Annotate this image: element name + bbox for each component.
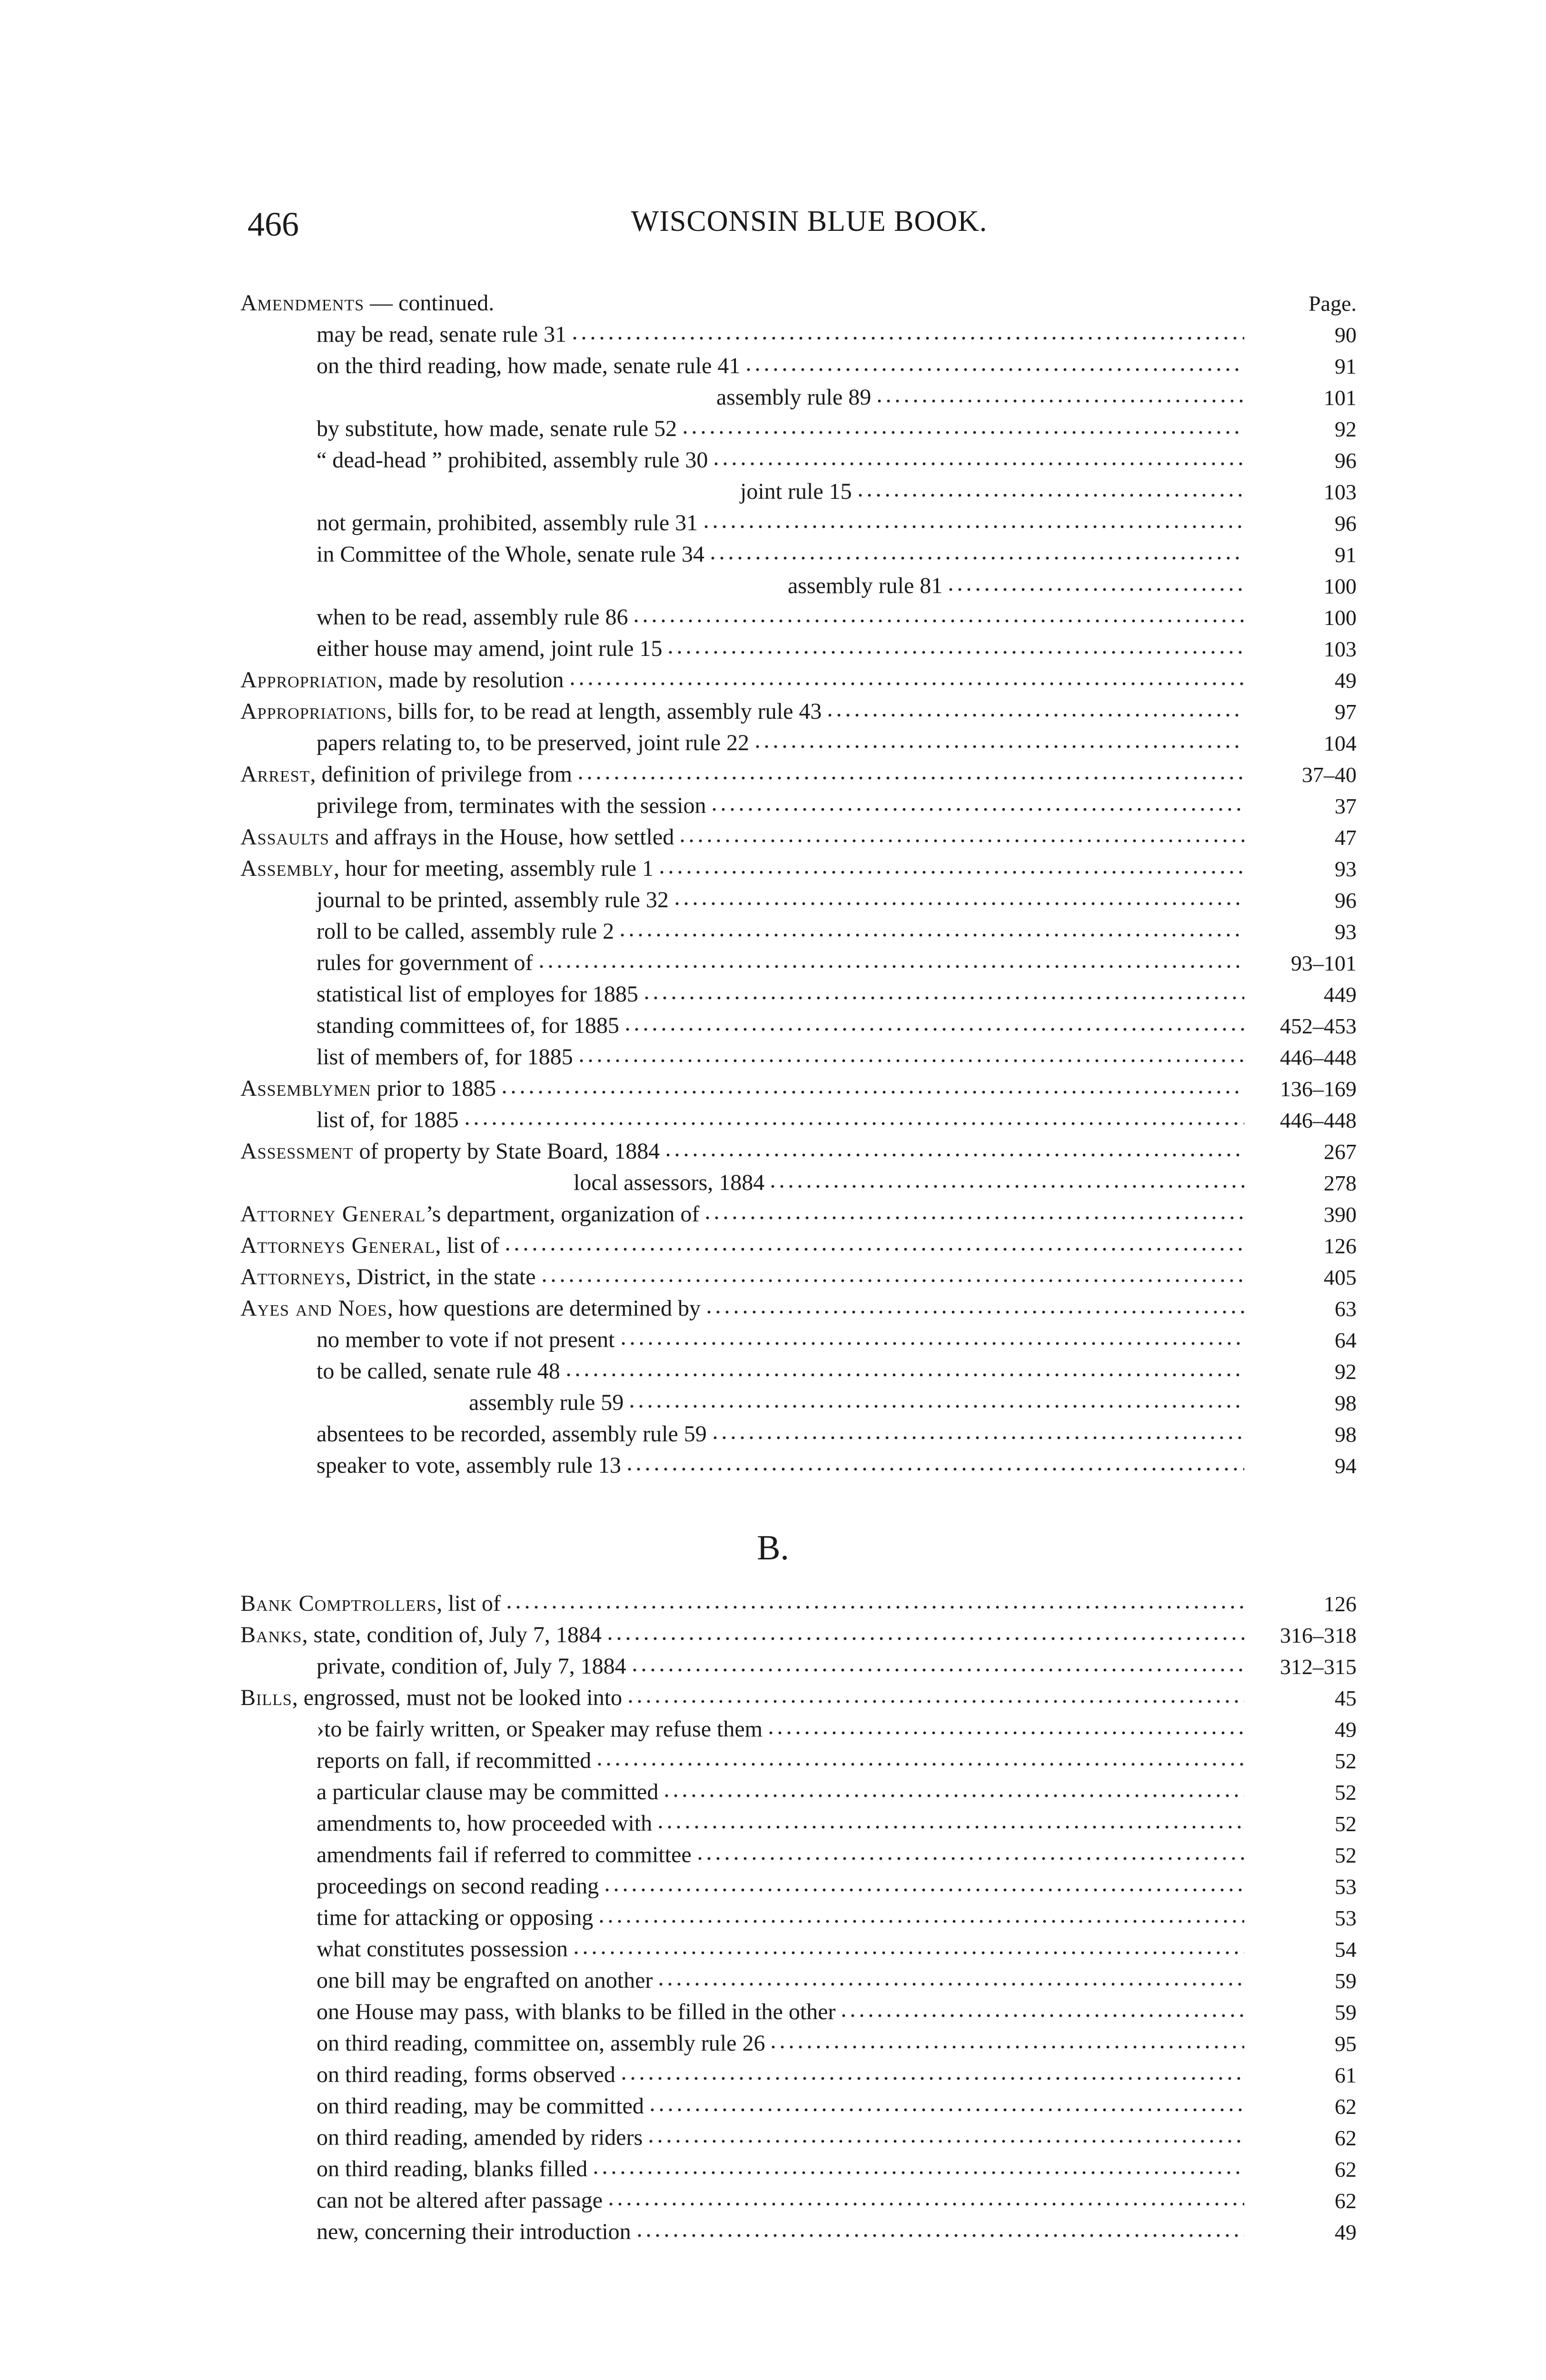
dot-leader [635,2217,1244,2240]
dot-leader [576,760,1244,783]
entry-page: 91 [1335,543,1357,567]
entry-text [240,1138,664,1164]
entry-page: 405 [1324,1265,1357,1289]
dot-leader [656,1809,1244,1832]
entry-text [240,1075,500,1101]
entry-page: 63 [1335,1297,1357,1321]
continued-heading-row [240,285,1357,316]
entry-text: local assessors, 1884 [574,1170,765,1195]
dot-leader [577,1042,1244,1065]
entry-text [240,1622,605,1648]
entry-page: 449 [1324,982,1357,1007]
entry-text: “ dead-head ” prohibited, assembly rule 30 [317,447,708,473]
index-entry [240,1259,1357,1290]
entry-text: when to be read, assembly rule 86 [317,605,628,630]
dot-leader [463,1105,1244,1128]
index-entry [240,567,1357,599]
entry-page: 53 [1335,1906,1357,1930]
section-a-entries [240,285,1357,1478]
index-entry [240,536,1357,567]
dot-leader [619,2060,1244,2083]
entry-text [240,1264,540,1290]
entry-page: 446–448 [1280,1045,1357,1070]
entry-text: papers relating to, to be preserved, joint rule 22 [317,730,750,755]
dot-leader [591,2154,1244,2177]
entry-page: 91 [1335,354,1357,378]
dot-leader [825,697,1244,720]
entry-text [240,667,568,693]
entry-page: 446–448 [1280,1108,1357,1132]
dot-leader [666,634,1244,657]
dot-leader [570,320,1244,343]
entry-text: on third reading, committee on, assembly rule 26 [317,2031,765,2056]
index-entry [240,347,1357,379]
index-entry [240,1353,1357,1384]
entry-page: 452–453 [1280,1014,1357,1038]
heading-suffix: — continued. [364,290,495,316]
dot-leader [625,1451,1244,1474]
entry-text: new, concerning their introduction [317,2219,631,2244]
dot-leader [702,508,1244,531]
index-entry [240,1931,1357,1962]
entry-text: absentees to be recorded, assembly rule 59 [317,1421,707,1447]
index-entry [240,1711,1357,1742]
entry-page: 53 [1335,1874,1357,1899]
dot-leader [673,885,1244,908]
dot-leader [627,1388,1244,1411]
entry-subtext: , bills for, to be read at length, assembly rule 43 [386,699,822,724]
index-entry [240,1447,1357,1478]
entry-subtext: of property by State Board, 1884 [353,1139,660,1164]
index-entry [240,505,1357,536]
entry-text [240,824,678,850]
index-entry [240,693,1357,724]
index-entry [240,1007,1357,1039]
section-b-entries [240,1585,1357,2245]
index-entry [240,1899,1357,1931]
entry-text: one House may pass, with blanks to be filled in the other [317,1999,836,2024]
entry-text: on third reading, may be committed [317,2093,644,2119]
index-entry [240,1039,1357,1070]
dot-leader [537,948,1244,971]
entry-page: 96 [1335,511,1357,536]
dot-leader [681,414,1244,437]
entry-text: journal to be printed, assembly rule 32 [317,887,669,912]
entry-subtext: , how questions are determined by [387,1296,701,1321]
index-entry [240,2025,1357,2056]
dot-leader [606,2186,1244,2209]
entry-page: 100 [1324,574,1357,598]
dot-leader [500,1074,1244,1097]
dot-leader [753,728,1244,751]
entry-heading: Bank Comptrollers [240,1591,437,1616]
entry-page: 316–318 [1280,1623,1357,1647]
dot-leader [766,1715,1244,1737]
dot-leader [630,1652,1244,1675]
entry-text [240,761,576,787]
dot-leader [505,1589,1244,1612]
entry-heading: Assessment [240,1139,354,1164]
entry-text: on the third reading, how made, senate rule 41 [317,353,741,378]
continued-heading [240,290,498,316]
entry-page: 126 [1324,1592,1357,1616]
dot-leader [603,1872,1244,1894]
entry-text: may be read, senate rule 31 [317,322,567,347]
index-entry [240,473,1357,505]
heading-term: Amendments [240,290,365,316]
entry-text [240,698,825,724]
entry-text: list of, for 1885 [317,1107,459,1132]
dot-leader [769,2029,1244,2052]
dot-leader [946,571,1244,594]
entry-subtext: , District, in the state [345,1264,536,1289]
index-entry [240,1101,1357,1133]
entry-text: reports on fall, if recommitted [317,1748,592,1773]
entry-text [240,1685,626,1711]
entry-page: 45 [1335,1686,1357,1710]
dot-leader [646,2123,1244,2146]
entry-page: 312–315 [1280,1655,1357,1679]
index-entry [240,2088,1357,2119]
entry-text: either house may amend, joint rule 15 [317,636,663,661]
entry-page: 96 [1335,448,1357,473]
entry-page: 93–101 [1291,951,1357,975]
index-entry [240,379,1357,410]
dot-leader [597,1903,1244,1926]
entry-page: 267 [1324,1140,1357,1164]
entry-page: 101 [1324,386,1357,410]
index-entry [240,1742,1357,1774]
index-entry [240,1196,1357,1227]
index-entry [240,850,1357,882]
entry-heading: Assembly [240,856,334,881]
index-entry [240,787,1357,819]
entry-text: not germain, prohibited, assembly rule 31 [317,510,698,536]
index-entry [240,1868,1357,1899]
dot-leader [744,351,1244,374]
entry-page: 93 [1335,857,1357,881]
dot-leader [703,1200,1244,1222]
entry-page: 59 [1335,2000,1357,2024]
entry-page: 52 [1335,1780,1357,1805]
dot-leader [664,1137,1244,1160]
dot-leader [711,1419,1244,1442]
dot-leader [712,446,1244,468]
entry-text: time for attacking or opposing [317,1905,594,1930]
index-entry [240,976,1357,1007]
entry-text: assembly rule 59 [469,1390,624,1415]
entry-text: can not be altered after passage [317,2188,603,2213]
index-entry [240,2119,1357,2151]
entry-page: 52 [1335,1843,1357,1867]
dot-leader [642,980,1244,1002]
entry-page: 126 [1324,1234,1357,1258]
entry-text: private, condition of, July 7, 1884 [317,1654,626,1679]
entry-subtext: and affrays in the House, how settled [329,824,674,850]
entry-page: 52 [1335,1749,1357,1773]
entry-text: no member to vote if not present [317,1327,615,1352]
entry-text: assembly rule 81 [788,573,943,598]
entry-heading: Banks [240,1622,302,1647]
dot-leader [704,1294,1244,1317]
entry-text: one bill may be engrafted on another [317,1968,653,1993]
entry-heading: Attorneys General [240,1233,436,1258]
index-entry [240,944,1357,976]
entry-text [240,1201,703,1227]
entry-text: by substitute, how made, senate rule 52 [317,416,677,441]
entry-page: 94 [1335,1454,1357,1478]
entry-text: roll to be called, assembly rule 2 [317,919,614,944]
dot-leader [656,1966,1244,1989]
index-entry [240,1805,1357,1836]
index-entry [240,2151,1357,2182]
entry-heading: Bills [240,1685,292,1710]
entry-text: amendments to, how proceeded with [317,1811,653,1836]
dot-leader [619,1325,1244,1348]
dot-leader [564,1357,1244,1379]
index-entry [240,2182,1357,2213]
entry-text: on third reading, amended by riders [317,2125,643,2150]
dot-leader [678,823,1244,845]
index-entry [240,2213,1357,2245]
index-entry [240,1321,1357,1353]
entry-text: speaker to vote, assembly rule 13 [317,1453,621,1478]
entry-text: standing committees of, for 1885 [317,1013,619,1038]
dot-leader [710,791,1244,814]
index-entry [240,1384,1357,1416]
index-entry [240,1993,1357,2025]
entry-subtext: prior to 1885 [371,1076,496,1101]
entry-page: 47 [1335,825,1357,850]
index-entry [240,1648,1357,1679]
entry-subtext: , hour for meeting, assembly rule 1 [334,856,654,881]
dot-leader [875,383,1244,406]
dot-leader [540,1262,1244,1285]
dot-leader [648,2092,1244,2114]
entry-page: 90 [1335,323,1357,347]
entry-page: 37–40 [1302,763,1357,787]
dot-leader [605,1620,1244,1643]
entry-page: 54 [1335,1937,1357,1962]
dot-leader [595,1746,1244,1769]
dot-leader [695,1840,1244,1863]
entry-text: assembly rule 89 [716,385,872,410]
index-entry [240,1164,1357,1196]
index-entry [240,1133,1357,1164]
dot-leader [839,1997,1244,2020]
index-entry [240,316,1357,347]
entry-heading: Appropriations [240,699,387,724]
index-entry [240,1290,1357,1321]
entry-page: 98 [1335,1422,1357,1447]
index-entry [240,1836,1357,1868]
entry-heading: Appropriation [240,667,377,693]
index-entry [240,662,1357,693]
entry-heading: Attorney General [240,1201,426,1227]
entry-page: 104 [1324,731,1357,755]
entry-text [240,1590,505,1616]
entry-text: what constitutes possession [317,1936,568,1962]
entry-page: 52 [1335,1812,1357,1836]
entry-text [240,855,657,882]
index-entry [240,1679,1357,1711]
entry-page: 100 [1324,605,1357,630]
page-header [248,205,1371,248]
index-entry [240,756,1357,787]
entry-page: 390 [1324,1202,1357,1227]
entry-page: 97 [1335,700,1357,724]
entry-text: a particular clause may be committed [317,1779,659,1805]
entry-text: list of members of, for 1885 [317,1044,573,1070]
entry-text: statistical list of employes for 1885 [317,982,638,1007]
entry-page: 64 [1335,1328,1357,1352]
entry-page: 37 [1335,794,1357,818]
index-entry [240,1774,1357,1805]
entry-text: ›to be fairly written, or Speaker may refuse them [317,1716,763,1742]
entry-page: 59 [1335,1969,1357,1993]
index-entry [240,724,1357,756]
entry-heading: Assemblymen [240,1076,371,1101]
entry-page: 92 [1335,1359,1357,1384]
entry-subtext: , made by resolution [377,667,564,693]
dot-leader [623,1011,1244,1034]
entry-page: 103 [1324,637,1357,661]
page-number: 466 [248,205,299,243]
entry-text: joint rule 15 [740,479,852,504]
index-entry [240,913,1357,944]
entry-page: 278 [1324,1171,1357,1195]
dot-leader [662,1777,1244,1800]
entry-text: on third reading, forms observed [317,2062,615,2087]
index-entry [240,410,1357,442]
dot-leader [503,1231,1244,1254]
entry-subtext: , list of [435,1233,500,1258]
entry-text [240,1232,503,1259]
index-entry [240,630,1357,662]
index-entry [240,819,1357,850]
index-entry [240,1585,1357,1616]
index-entry [240,1616,1357,1648]
entry-heading: Arrest [240,762,310,787]
running-title: WISCONSIN BLUE BOOK. [631,205,988,238]
entry-heading: Ayes and Noes [240,1296,387,1321]
dot-leader [632,603,1244,625]
index-entry [240,599,1357,630]
entry-subtext: , state, condition of, July 7, 1884 [302,1622,602,1647]
entry-page: 62 [1335,2126,1357,2150]
index-entry [240,2056,1357,2088]
dot-leader [856,477,1244,500]
dot-leader [572,1934,1244,1957]
dot-leader [708,540,1244,563]
entry-text: rules for government of [317,950,533,975]
index-entry [240,1416,1357,1447]
entry-subtext: ’s department, organization of [426,1201,700,1227]
entry-page: 62 [1335,2094,1357,2119]
entry-subtext: , list of [436,1591,501,1616]
index-entry [240,1070,1357,1101]
entry-page: 62 [1335,2189,1357,2213]
section-letter-b: B. [757,1528,789,1567]
dot-leader [568,665,1244,688]
entry-page: 62 [1335,2157,1357,2182]
index-entry [240,882,1357,913]
entry-page: 98 [1335,1391,1357,1415]
entry-text: privilege from, terminates with the session [317,793,706,818]
page-column-label: Page. [1308,291,1357,316]
entry-heading: Attorneys [240,1264,346,1289]
entry-text: to be called, senate rule 48 [317,1359,560,1384]
entry-page: 103 [1324,480,1357,504]
dot-leader [768,1168,1244,1191]
index-entry [240,1227,1357,1259]
index-entry [240,1962,1357,1993]
entry-page: 61 [1335,2063,1357,2087]
entry-text [240,1295,704,1321]
entry-text: amendments fail if referred to committee [317,1842,692,1867]
entry-page: 92 [1335,417,1357,441]
entry-page: 96 [1335,888,1357,912]
entry-page: 49 [1335,668,1357,693]
entry-heading: Assaults [240,824,329,850]
dot-leader [657,854,1244,877]
entry-subtext: , definition of privilege from [310,762,572,787]
dot-leader [626,1683,1244,1706]
entry-page: 136–169 [1280,1077,1357,1101]
entry-text: on third reading, blanks filled [317,2156,588,2182]
index-entry [240,442,1357,473]
entry-text: in Committee of the Whole, senate rule 34 [317,542,704,567]
entry-page: 49 [1335,1717,1357,1742]
entry-page: 93 [1335,920,1357,944]
entry-subtext: , engrossed, must not be looked into [292,1685,623,1710]
dot-leader [618,917,1244,940]
entry-page: 49 [1335,2220,1357,2244]
entry-text: proceedings on second reading [317,1874,599,1899]
entry-page: 95 [1335,2032,1357,2056]
